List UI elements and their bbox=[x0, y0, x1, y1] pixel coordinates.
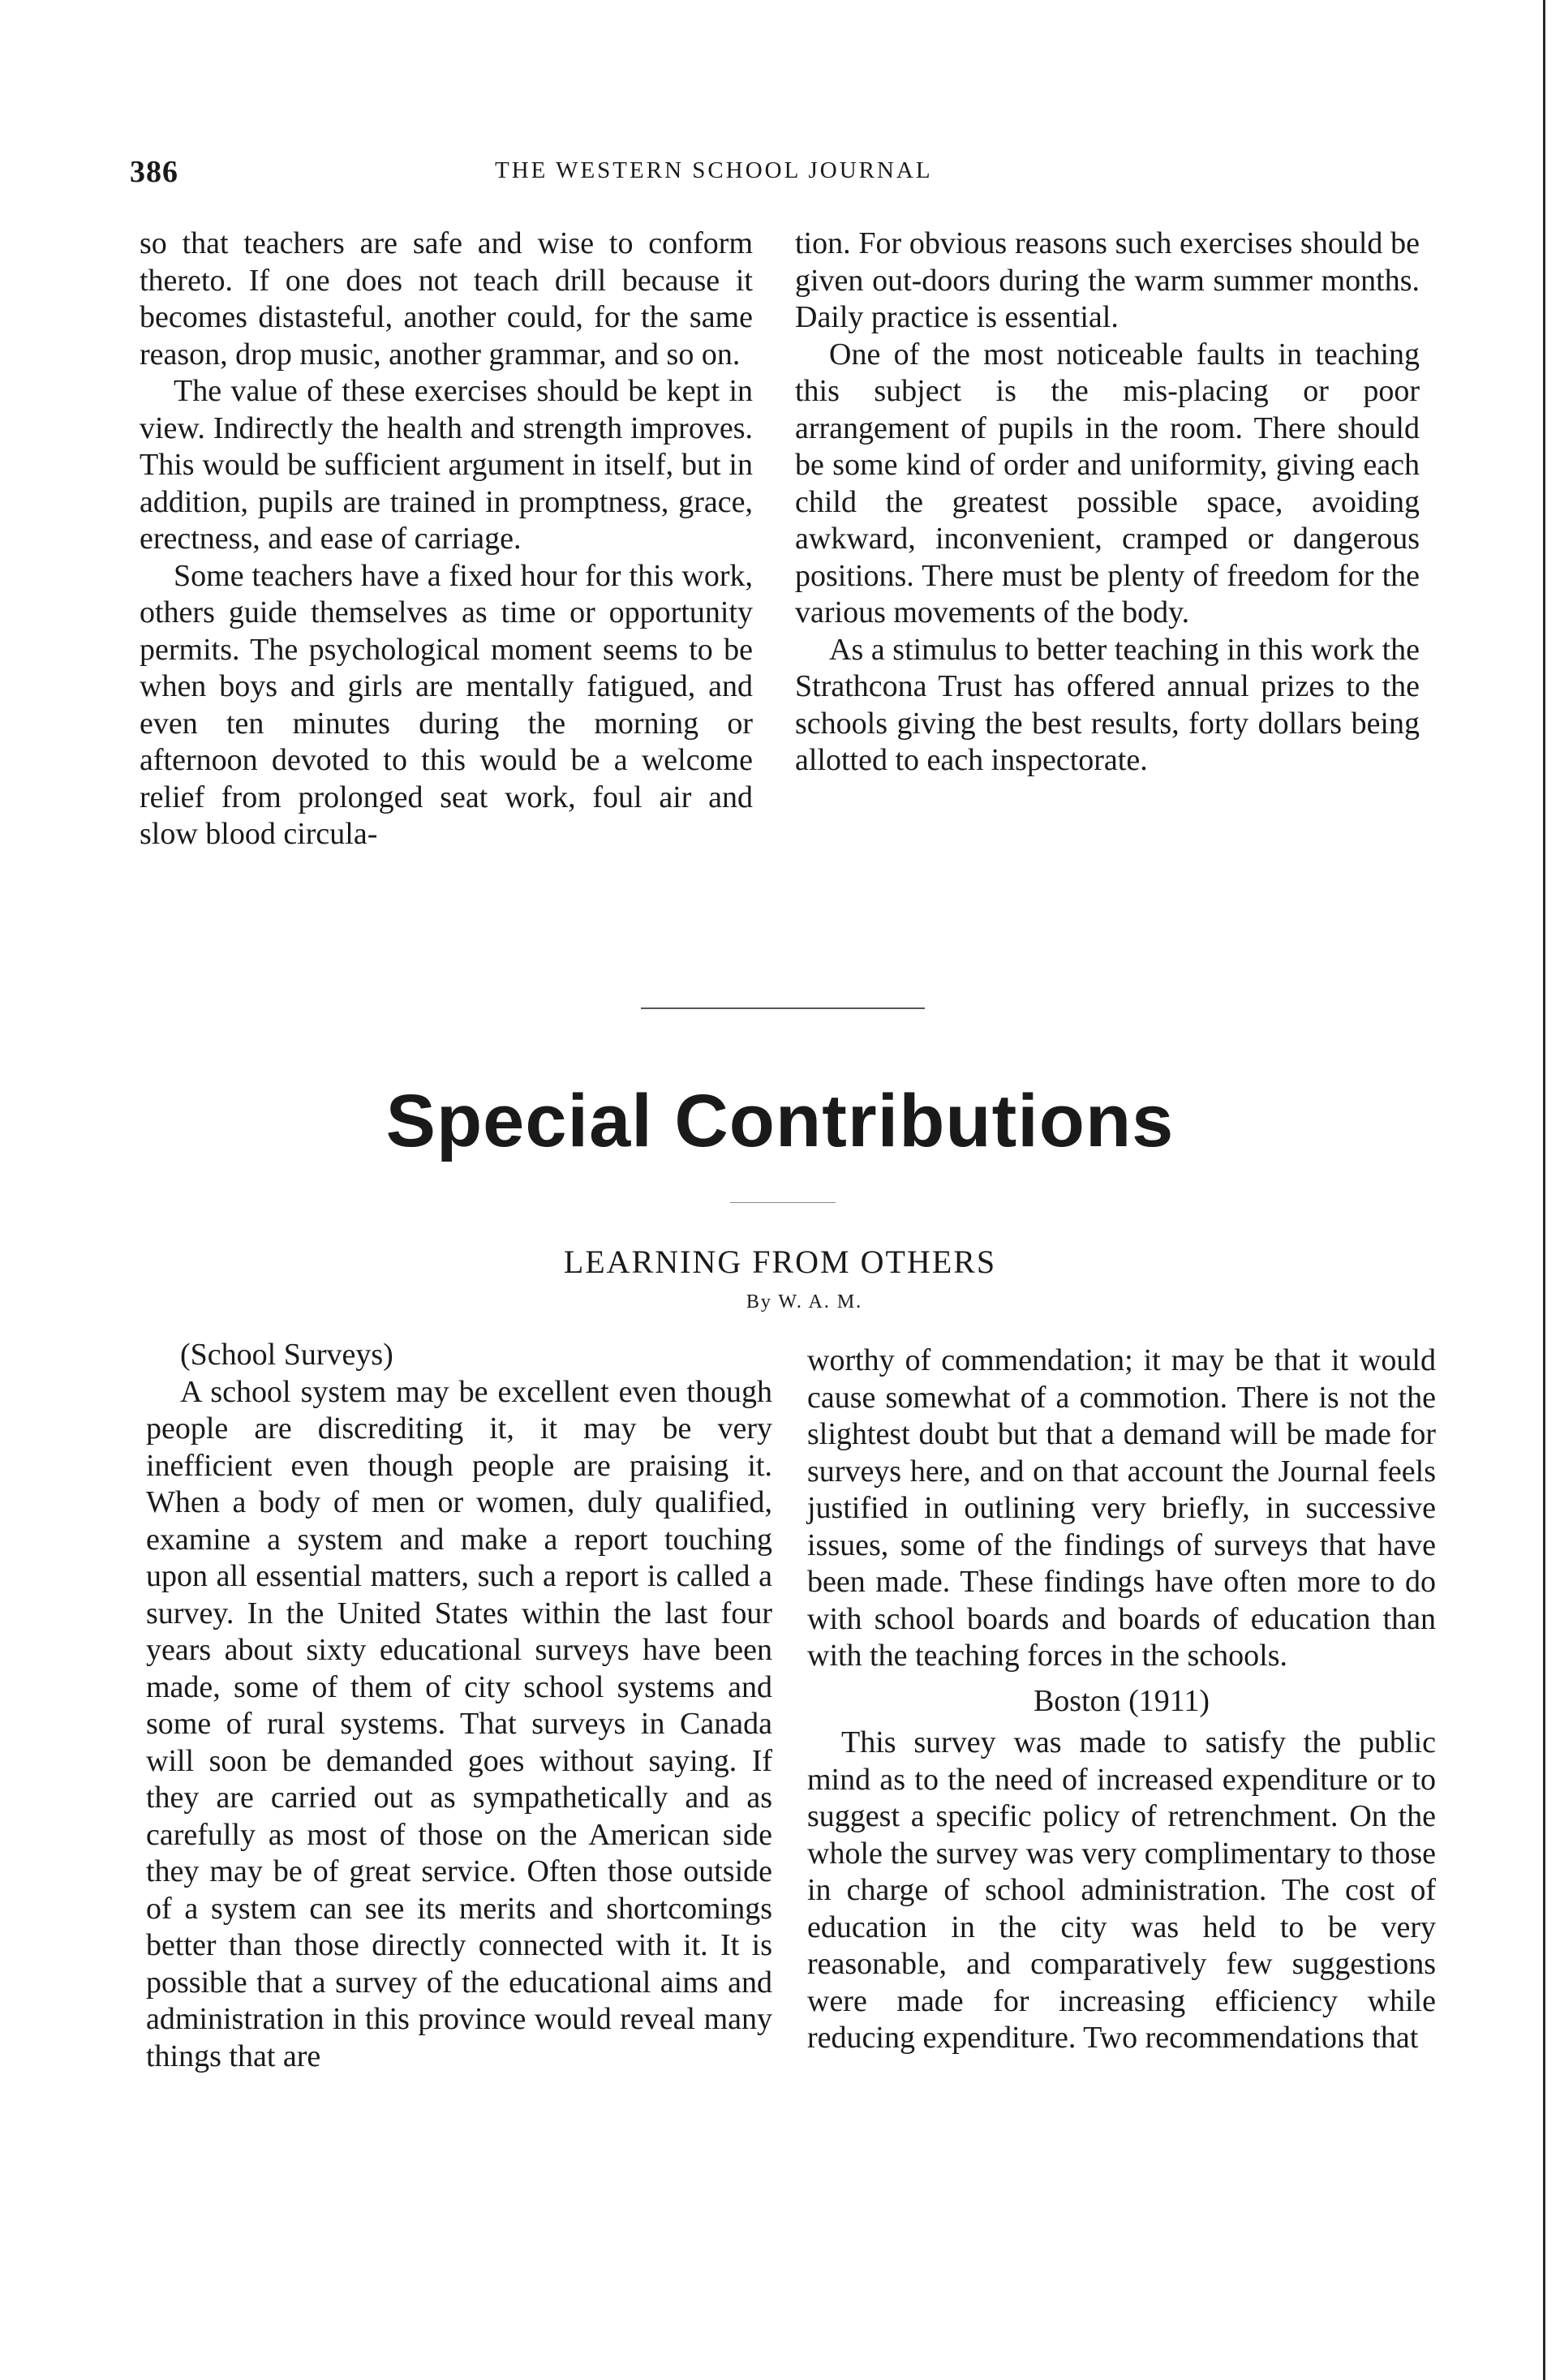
article-byline: By W. A. M. bbox=[746, 1291, 863, 1312]
top-left-column bbox=[140, 226, 753, 853]
running-title: THE WESTERN SCHOOL JOURNAL bbox=[495, 157, 933, 183]
page-edge-line bbox=[1543, 0, 1545, 2380]
section-divider bbox=[641, 1007, 925, 1009]
article-left-column bbox=[146, 1337, 772, 2075]
paragraph: One of the most noticeable faults in teaching this subject is the mis-placing or poor arrangement of pupils in the room. There should be some kind of order and uniformity, giving each child the greatest possible space, avoiding awkward, inconvenient, cramped or dangerous positions. There must be plenty of freedom for the various movements of the body. bbox=[795, 337, 1420, 629]
paragraph: so that teachers are safe and wise to conform thereto. If one does not teach drill because it becomes distasteful, another could, for the same reason, drop music, another grammar, and so on. bbox=[140, 226, 753, 372]
article-subhead: (School Surveys) bbox=[180, 1338, 393, 1372]
top-right-column bbox=[795, 226, 1420, 780]
paragraph: The value of these exercises should be kept in view. Indirectly the health and strength improves. This would be sufficient argument in itself, but in addition, pupils are trained in promptness, grace, erectness, and ease of carriage. bbox=[140, 374, 753, 556]
article-title: LEARNING FROM OTHERS bbox=[563, 1244, 997, 1280]
paragraph: Some teachers have a fixed hour for this work, others guide themselves as time or opportunity permits. The psychological moment seems to be when boys and girls are mentally fatigued, and even ten minutes during the morning or afternoon devoted to this would be a welcome relief from prolonged seat work, foul air and slow blood circula- bbox=[140, 558, 753, 851]
article-right-column bbox=[807, 1343, 1436, 2057]
section-title: Special Contributions bbox=[385, 1080, 1175, 1162]
paragraph: A school system may be excellent even though people are discrediting it, it may be very inefficient even though people are praising it. When a body of men or women, duly qualified, examine a system and make a report touching upon all essential matters, such a report is called a survey. In the United States within the last four years about sixty educational surveys have been made, some of them of city school systems and some of rural systems. That surveys in Canada will soon be demanded goes without saying. If they are carried out as sympathetically and as carefully as most of those on the American side they may be of great service. Often those outside of a system can see its merits and shortcomings better than those directly connected with it. It is possible that a survey of the educational aims and administration in this province would reveal many things that are bbox=[146, 1374, 772, 2073]
page-number: 386 bbox=[130, 155, 178, 189]
paragraph: This survey was made to satisfy the public mind as to the need of increased expenditure or to suggest a specific policy of retrenchment. On the whole the survey was very complimentary to those in charge of school administration. The cost of education in the city was held to be very reasonable, and comparatively few suggestions were made for increasing efficiency while reducing expenditure. Two recommendations that bbox=[807, 1725, 1436, 2055]
paragraph: As a stimulus to better teaching in this work the Strathcona Trust has offered annual prizes to the schools giving the best results, forty dollars being allotted to each inspectorate. bbox=[795, 632, 1420, 777]
article-subhead-boston: Boston (1911) bbox=[1033, 1683, 1210, 1718]
paragraph: worthy of commendation; it may be that it would cause somewhat of a commotion. There is not the slightest doubt but that a demand will be made for surveys here, and on that account the Journal feels justified in outlining very briefly, in successive issues, some of the findings of surveys that have been made. These findings have often more to do with school boards and boards of education than with the teaching forces in the schools. bbox=[807, 1343, 1436, 1673]
paragraph: tion. For obvious reasons such exercises should be given out-doors during the warm summer months. Daily practice is essential. bbox=[795, 226, 1420, 334]
title-divider bbox=[730, 1202, 836, 1203]
